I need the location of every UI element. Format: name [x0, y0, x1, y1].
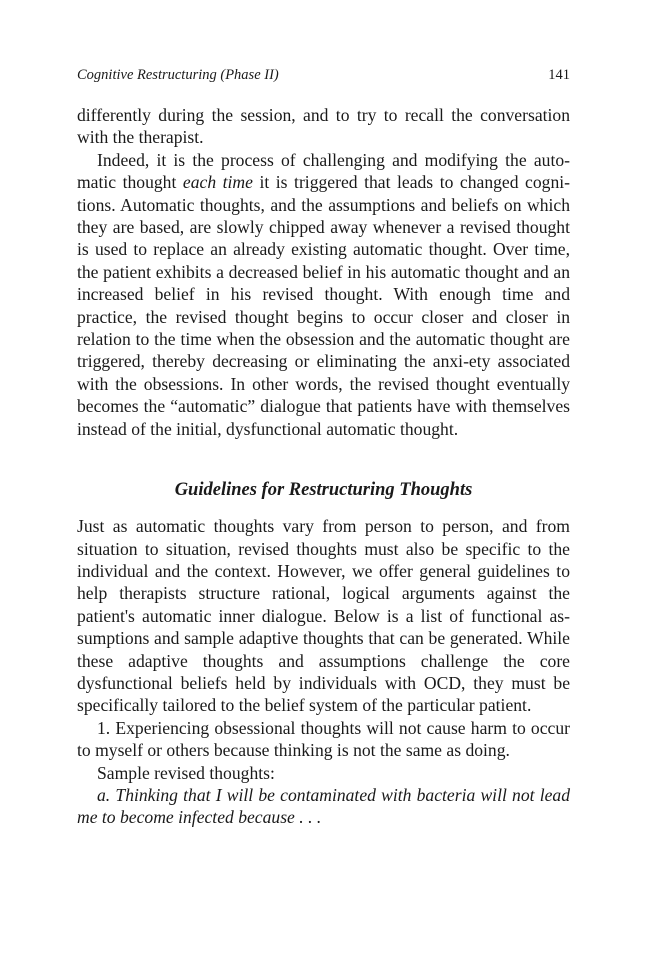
book-page [77, 67, 570, 829]
page-number: 141 [548, 67, 570, 83]
list-item-text: Experiencing obsessional thoughts will not cause harm to occur to myself or others because thinking is not the same as doing. [77, 717, 570, 761]
running-head [77, 67, 570, 84]
paragraph-challenging-thoughts [77, 149, 570, 440]
list-subitem-text: Thinking that I will be contaminated with bacteria will not lead me to become infected because . . . [77, 784, 571, 828]
paragraph-continuation: differently during the session, and to try to recall the conversation with the therapist. [77, 105, 570, 148]
section-heading: Guidelines for Restructuring Thoughts [174, 480, 473, 501]
paragraph-text: it is triggered that leads to changed cogni-tions. Automatic thoughts, and the assumptions and beliefs on which they are based, are slowly chipped away whenever a revised thought is used to replace an already existing automatic thought. Over time, the patient exhibits a decreased belief in his automatic thought and an increased belief in his revised thought. With enough time and practice, the revised thought begins to occur closer and closer in relation to the time when the obsession and the automatic thought are triggered, thereby decreasing or eliminating the anxi-ety associated with the obsessions. In other words, the revised thought eventually becomes the “automatic” dialogue that patients have with themselves instead of the initial, dysfunctional automatic thought. [77, 172, 570, 439]
list-item-1 [77, 717, 570, 762]
paragraph-text: Indeed, it is the process of challenging and modifying the auto-matic thought [77, 149, 570, 193]
emphasis-text: each time [182, 172, 253, 193]
list-subitem-a [77, 784, 570, 829]
list-subitem-label: a. [97, 784, 111, 805]
running-title: Cognitive Restructuring (Phase II) [77, 67, 279, 83]
paragraph-guidelines: Just as automatic thoughts vary from person to person, and from situation to situation, revised thoughts must also be specific to the individual and the context. However, we offer general guidelines to help therapists structure rational, logical arguments against the patient's automatic inner dialogue. Below is a list of functional as-sumptions and sample adaptive thoughts that can be generated. While these adaptive thoughts and assumptions challenge the core dysfunctional beliefs held by individuals with OCD, they must be specifically tailored to the belief system of the particular patient. [77, 516, 570, 716]
list-item-number: 1. [97, 717, 111, 738]
sample-label: Sample revised thoughts: [97, 762, 275, 783]
